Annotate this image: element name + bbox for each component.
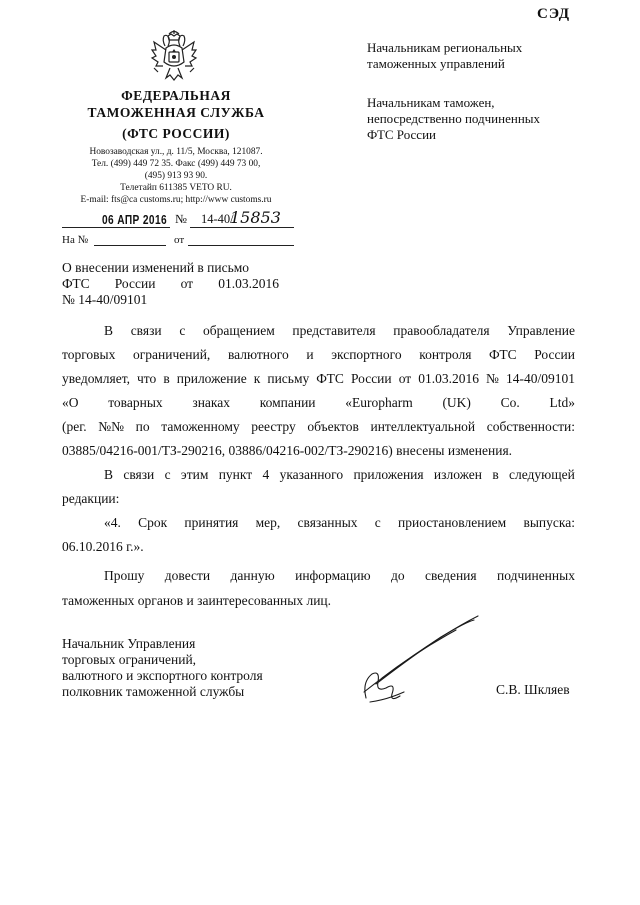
body-line <box>62 511 575 535</box>
word: пункт <box>218 467 253 482</box>
word: «Europharm <box>345 395 413 410</box>
addressee-customs-line2: непосредственно подчиненных <box>367 111 541 126</box>
handwritten-signature <box>356 612 486 707</box>
word: 01.03.2016 <box>418 371 479 386</box>
word: ФТС <box>489 347 517 362</box>
word: ФТС <box>316 371 344 386</box>
addressee-regional-line1: Начальникам региональных <box>367 40 523 55</box>
addressee-regional-line2: таможенных управлений <box>367 56 505 71</box>
word: связанных <box>297 515 358 530</box>
word: уведомляет, <box>62 371 130 386</box>
reference-number-label: На № <box>62 234 89 246</box>
number-sign: № <box>175 212 187 226</box>
word: собственности: <box>486 419 575 434</box>
agency-abbreviation: (ФТС РОССИИ) <box>122 126 230 141</box>
handwritten-number: 15853 <box>230 208 281 227</box>
word: представителя <box>292 323 376 338</box>
word: информацию <box>295 568 371 583</box>
registration-line <box>62 208 294 230</box>
word: в <box>492 467 499 482</box>
signatory-title-line2: торговых ограничений, <box>62 652 197 667</box>
word: Прошу <box>104 568 145 583</box>
agency-name-line2: ТАМОЖЕННАЯ СЛУЖБА <box>87 105 265 120</box>
signatory-title-line3: валютного и экспортного контроля <box>62 668 263 683</box>
word: обращением <box>203 323 275 338</box>
word: Управление <box>507 323 575 338</box>
word: связи <box>123 467 155 482</box>
word: В <box>104 467 114 482</box>
word: приостановлением <box>398 515 507 530</box>
body-line <box>62 564 575 588</box>
word: с <box>374 515 381 530</box>
body-line <box>62 343 575 367</box>
subject-line2: ФТС России от 01.03.2016 <box>62 276 279 291</box>
word: контроля <box>419 347 472 362</box>
word: экспортного <box>331 347 402 362</box>
word: «О <box>62 395 79 410</box>
word: компании <box>259 395 316 410</box>
word: с <box>179 323 186 338</box>
body-line <box>62 319 575 343</box>
word: подчиненных <box>497 568 575 583</box>
word: товарных <box>108 395 163 410</box>
body-line <box>62 391 575 415</box>
word: указанного <box>279 467 344 482</box>
teletype-line: Телетайп 611385 VETO RU. <box>120 183 232 193</box>
word: ограничений, <box>133 347 211 362</box>
word: (рег. <box>62 419 87 434</box>
signatory-name: С.В. Шкляев <box>496 682 570 697</box>
word: России <box>350 371 392 386</box>
word: от <box>398 371 412 386</box>
word: мер, <box>255 515 281 530</box>
body-line <box>62 367 575 391</box>
word: выпуска: <box>523 515 575 530</box>
word: с <box>164 467 171 482</box>
word: принятия <box>184 515 239 530</box>
word: Срок <box>138 515 168 530</box>
subject-line1: О внесении изменений в письмо <box>62 260 250 275</box>
addressee-customs-line3: ФТС России <box>367 127 436 142</box>
word: связи <box>130 323 162 338</box>
word: торговых <box>62 347 116 362</box>
word: письму <box>267 371 310 386</box>
addressee-customs-line1: Начальникам таможен, <box>367 95 495 110</box>
word: таможенному <box>161 419 240 434</box>
word: к <box>253 371 261 386</box>
word: интеллектуальной <box>370 419 476 434</box>
reference-line <box>62 232 294 250</box>
word: знаках <box>192 395 231 410</box>
word: объектов <box>307 419 359 434</box>
word: сведения <box>424 568 477 583</box>
word: и <box>306 347 314 362</box>
word: 4 <box>262 467 270 482</box>
word: до <box>390 568 405 583</box>
word: валютного <box>227 347 289 362</box>
word: этим <box>180 467 209 482</box>
word: №№ <box>98 419 125 434</box>
word: правообладателя <box>393 323 490 338</box>
signatory-rank: полковник таможенной службы <box>62 684 245 699</box>
word: (UK) <box>442 395 471 410</box>
body-line <box>62 415 575 439</box>
phone-line-2: (495) 913 93 90. <box>144 171 208 181</box>
word: Ltd» <box>549 395 575 410</box>
word: приложение <box>176 371 247 386</box>
agency-name-line1: ФЕДЕРАЛЬНАЯ <box>121 88 231 103</box>
word: «4. <box>104 515 121 530</box>
address-line: Новозаводская ул., д. 11/5, Москва, 121087. <box>89 147 263 157</box>
body-line: 06.10.2016 г.». <box>62 539 144 554</box>
signatory-title-line1: Начальник Управления <box>62 636 196 651</box>
body-line: таможенных органов и заинтересованных лиц. <box>62 593 332 608</box>
word: приложения <box>353 467 424 482</box>
phone-line: Тел. (499) 449 72 35. Факс (499) 449 73 00, <box>91 159 261 169</box>
word: 14-40/09101 <box>505 371 575 386</box>
date-stamp: 06 АПР 2016 <box>102 212 168 227</box>
word: по <box>135 419 150 434</box>
word: Co. <box>500 395 520 410</box>
email-line: E-mail: fts@ca customs.ru; http://www customs.ru <box>80 195 272 205</box>
word: изложен <box>433 467 482 482</box>
word: № <box>486 371 499 386</box>
double-headed-eagle-icon <box>148 28 200 84</box>
sed-mark: СЭД <box>537 6 571 22</box>
word: данную <box>230 568 275 583</box>
word: России <box>534 347 575 362</box>
word: следующей <box>509 467 575 482</box>
reference-from-label: от <box>174 234 185 246</box>
word: что <box>137 371 157 386</box>
word: довести <box>164 568 211 583</box>
subject-line3: № 14-40/09101 <box>62 292 148 307</box>
body-line: редакции: <box>62 491 120 506</box>
body-line: 03885/04216-001/ТЗ-290216, 03886/04216-002/ТЗ-290216) внесены изменения. <box>62 443 513 458</box>
body-line <box>62 463 575 487</box>
word: в <box>163 371 170 386</box>
word: В <box>104 323 114 338</box>
registration-number: 14-40/ <box>201 212 234 226</box>
word: реестру <box>251 419 296 434</box>
